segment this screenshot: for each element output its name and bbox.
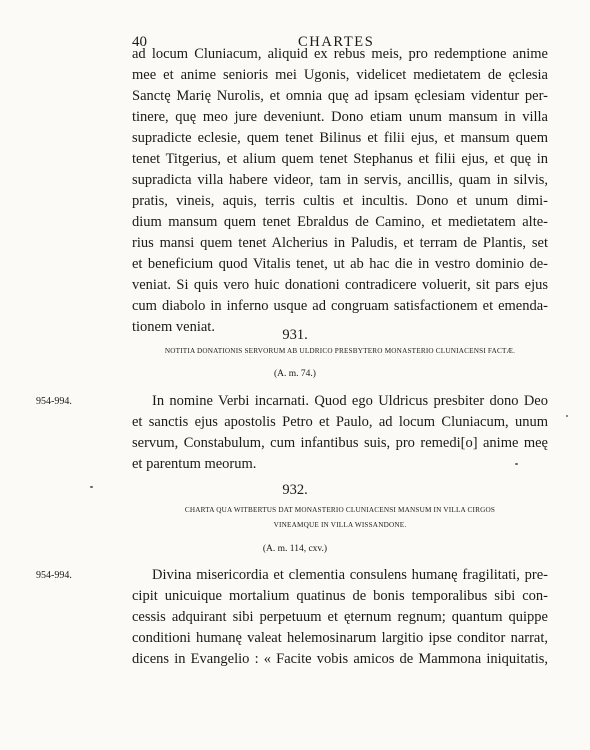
text-line: tionem veniat. — [132, 319, 215, 335]
running-title: CHARTES — [298, 34, 375, 50]
text-line: In nomine Verbi incarnati. Quod ego Uldricus presbiter dono Deo — [152, 393, 548, 409]
text-line: supradicte eclesie, quem tenet Bilinus et filii ejus, et mansum quem — [132, 130, 548, 146]
opening-paragraph — [132, 44, 548, 338]
text-line: servum, Constabulum, cum infantibus suis, pro remedi[o] anime meę — [132, 435, 548, 451]
text-line: ad locum Cluniacum, aliquid ex rebus meis, pro redemptione anime — [132, 46, 548, 62]
text-line: rius mansi quem tenet Alcherius in Paludis, et terram de Plantis, set — [132, 235, 548, 251]
charter-number: 931. — [282, 327, 308, 343]
charter-text — [132, 391, 548, 475]
text-line: cessis adquirant sibi perpetuum et ęternum regnum; quantum quippe — [132, 609, 548, 625]
text-line: et beneficium quod Vitalis tenet, ut ab hac die in vestro dominio de- — [132, 256, 548, 272]
text-line: Divina misericordia et clementia consulens humanę fragilitati, pre- — [152, 567, 548, 583]
text-line: dium mansum quem tenet Ebraldus de Camino, et medietatem alte- — [132, 214, 548, 230]
text-line: tenet Titgerius, et alium quem tenet Stephanus et filii ejus, et quę in — [132, 151, 548, 167]
text-line: pratis, vineis, aquis, terris cultis et incultis. Dono et unum dimi- — [132, 193, 548, 209]
page-number: 40 — [132, 34, 147, 50]
paper-speck — [515, 463, 518, 465]
paper-speck — [566, 415, 568, 417]
text-line: tinere, quę meo jure deveniunt. Dono etiam unum mansum in villa — [132, 109, 548, 125]
text-line: mee et anime senioris mei Ugonis, videlicet medietatem de ęclesia — [132, 67, 548, 83]
charter-heading: CHARTA QUA WITBERTUS DAT MONASTERIO CLUNIACENSI MANSUM IN VILLA CIRGOS — [184, 506, 496, 514]
margin-date: 954-994. — [36, 570, 72, 581]
text-line: cum diabolo in inferno usque ad congruam satisfactionem et emenda- — [132, 298, 548, 314]
text-line: cipit unicuique mortalium quatinus de bonis temporalibus sibi con- — [132, 588, 548, 604]
charter-text — [132, 565, 548, 670]
text-line: et parentum meorum. — [132, 456, 257, 472]
charter-reference: (A. m. 114, cxv.) — [262, 544, 328, 554]
charter-reference: (A. m. 74.) — [274, 369, 316, 379]
paper-speck — [90, 486, 93, 488]
margin-date: 954-994. — [36, 396, 72, 407]
charter-number: 932. — [282, 482, 308, 498]
text-line: veniat. Si quis vero huic donationi contradicere voluerit, sit pars ejus — [132, 277, 548, 293]
text-line: Sanctę Marię Nurolis, et omnia quę ad ipsam ęclesiam videntur per- — [132, 88, 548, 104]
charter-heading: NOTITIA DONATIONIS SERVORUM AB ULDRICO PRESBYTERO MONASTERIO CLUNIACENSI FACTÆ. — [164, 347, 516, 355]
charter-heading: VINEAMQUE IN VILLA WISSANDONE. — [273, 521, 407, 529]
text-line: et sanctis ejus apostolis Petro et Paulo, ad locum Cluniacum, unum — [132, 414, 548, 430]
text-line: supradicta villa habere videor, tam in servis, ancillis, quam in silvis, — [132, 172, 548, 188]
text-line: conditioni humanę valeat helemosinarum largitio ipse conditor narrat, — [132, 630, 548, 646]
text-line: dicens in Evangelio : « Facite vobis amicos de Mammona iniquitatis, — [132, 651, 548, 667]
